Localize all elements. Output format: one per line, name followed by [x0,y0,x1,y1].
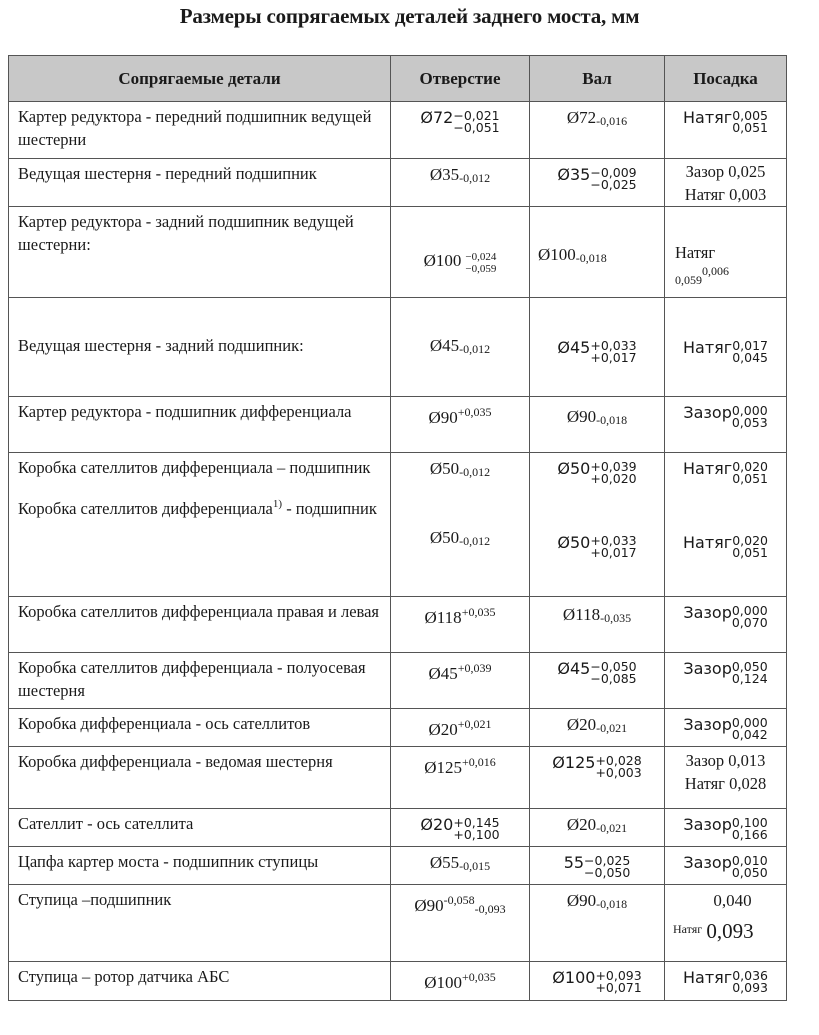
parts-cell: Ступица – ротор датчика АБС [9,962,391,1001]
parts-cell [9,453,391,597]
hole-cell: Ø45-0,012 [391,298,530,397]
hole-cell: Ø72 −0,021 −0,051 [391,102,530,159]
hole-cell: $Ø20^{+0,021}$ [391,709,530,747]
shaft-cell: Ø20-0,021 [530,709,665,747]
table-row [9,962,787,1001]
fit-cell: Зазор 0,013 Натяг 0,028 [665,747,787,809]
hole-cell: Ø50-0,012 Ø50-0,012 [391,453,530,597]
header-hole: Отверстие [391,56,530,102]
fit-cell: Зазор 0,100 0,166 [665,809,787,847]
parts-cell: Цапфа картер моста - подшипник ступицы [9,847,391,885]
shaft-cell: Ø45 −0,050 −0,085 [530,653,665,709]
hole-cell: $Ø118^{+0,035}$ [391,597,530,653]
shaft-cell: Ø50 +0,039 +0,020 Ø50 +0,033 +0,017 [530,453,665,597]
table-row [9,653,787,709]
table-row [9,809,787,847]
shaft-cell: 55 −0,025 −0,050 [530,847,665,885]
table-row [9,847,787,885]
hole-cell: $Ø90^{+0,035}$ [391,397,530,453]
shaft-cell: Ø90-0,018 [530,885,665,962]
fit-cell: Зазор 0,000 0,070 [665,597,787,653]
table-row [9,102,787,159]
shaft-cell: Ø45 +0,033 +0,017 [530,298,665,397]
parts-cell: Коробка дифференциала - ось сателлитов [9,709,391,747]
fit-cell: Зазор 0,010 0,050 [665,847,787,885]
fit-cell: Зазор 0,050 0,124 [665,653,787,709]
header-shaft: Вал [530,56,665,102]
table-row [9,397,787,453]
hole-cell: $Ø45^{+0,039}$ [391,653,530,709]
footnote-marker: 1) [272,498,283,510]
parts-cell: Ступица –подшипник [9,885,391,962]
table-row [9,453,787,597]
shaft-cell: Ø125 +0,028 +0,003 [530,747,665,809]
shaft-cell: Ø72-0,016 [530,102,665,159]
shaft-cell: Ø100-0,018 [530,207,665,298]
shaft-cell: Ø35 −0,009 −0,025 [530,159,665,207]
hole-cell: Ø100 −0,024 −0,059 [391,207,530,298]
hole-cell: $Ø125^{+0,016}$ [391,747,530,809]
table-row [9,207,787,298]
fit-cell: Натяг 0,036 0,093 [665,962,787,1001]
hole-cell: $Ø100^{+0,035}$ [391,962,530,1001]
hole-cell: $Ø90^{-0,058}-0,093$ [391,885,530,962]
table-row [9,298,787,397]
hole-cell: Ø55-0,015 [391,847,530,885]
fit-cell: Зазор 0,000 0,042 [665,709,787,747]
shaft-cell: Ø118-0,035 [530,597,665,653]
table-row [9,709,787,747]
fit-cell: 0,040 $^{Натяг}$ 0,093 [665,885,787,962]
parts-line-2: Коробка сателлитов дифференциала$^{1)}$ - подшипник [18,498,377,518]
fit-cell: Натяг 0,017 0,045 [665,298,787,397]
parts-cell: Коробка дифференциала - ведомая шестерня [9,747,391,809]
table-row [9,747,787,809]
parts-line-1: Коробка сателлитов дифференциала – подшипник [18,458,371,477]
mating-parts-table [8,55,787,1001]
fit-cell: Зазор 0,000 0,053 [665,397,787,453]
table-row [9,597,787,653]
table-row [9,159,787,207]
fit-cell: Натяг 0,059$^{0,006}$ [665,207,787,298]
table-row [9,885,787,962]
parts-cell: Ведущая шестерня - задний подшипник: [9,298,391,397]
shaft-cell: Ø90-0,018 [530,397,665,453]
fit-cell: Зазор 0,025 Натяг 0,003 [665,159,787,207]
shaft-cell: Ø100 +0,093 +0,071 [530,962,665,1001]
parts-cell: Сателлит - ось сателлита [9,809,391,847]
fit-cell: Натяг 0,005 0,051 [665,102,787,159]
parts-cell: Картер редуктора - подшипник дифференциала [9,397,391,453]
page-title: Размеры сопрягаемых деталей заднего моста, мм [179,4,640,28]
parts-cell: Ведущая шестерня - передний подшипник [9,159,391,207]
parts-cell: Коробка сателлитов дифференциала - полуосевая шестерня [9,653,391,709]
table-header-row [9,56,787,102]
hole-cell: Ø20 +0,145 +0,100 [391,809,530,847]
shaft-cell: Ø20-0,021 [530,809,665,847]
hole-cell: Ø35-0,012 [391,159,530,207]
header-fit: Посадка [665,56,787,102]
parts-cell: Картер редуктора - передний подшипник ведущей шестерни [9,102,391,159]
parts-cell: Коробка сателлитов дифференциала правая и левая [9,597,391,653]
fit-cell: Натяг 0,020 0,051 Натяг 0,020 0,051 [665,453,787,597]
parts-cell: Картер редуктора - задний подшипник ведущей шестерни: [9,207,391,298]
header-parts: Сопрягаемые детали [9,56,391,102]
